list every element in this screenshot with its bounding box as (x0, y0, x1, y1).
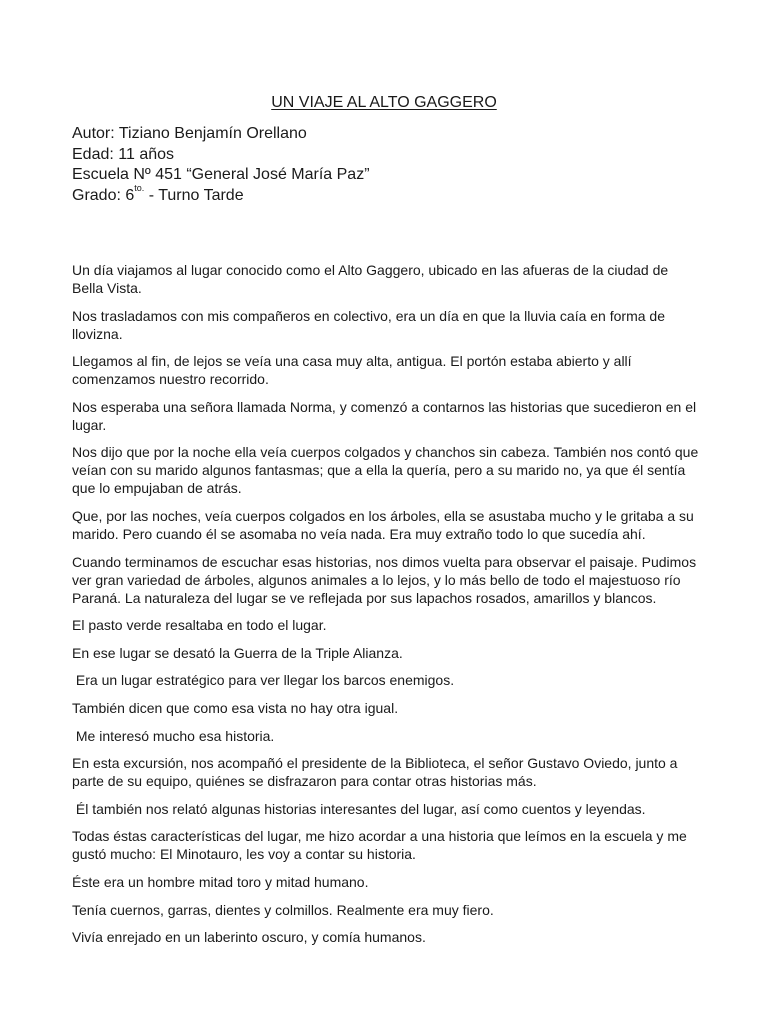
paragraph: Todas éstas características del lugar, me hizo acordar a una historia que leímos en la escuela y me gustó mucho: El Minotauro, les voy a contar su historia. (72, 828, 687, 863)
paragraph: Él también nos relató algunas historias interesantes del lugar, así como cuentos y leyendas. (72, 800, 646, 817)
paragraph: Llegamos al fin, de lejos se veía una casa muy alta, antigua. El portón estaba abierto y allí comenzamos nuestro recorrido. (72, 353, 632, 388)
author-info (72, 124, 370, 206)
paragraph: También dicen que como esa vista no hay otra igual. (72, 699, 399, 716)
paragraph: En ese lugar se desató la Guerra de la Triple Alianza. (72, 644, 403, 661)
paragraph: En esta excursión, nos acompañó el presidente de la Biblioteca, el señor Gustavo Oviedo, junto a parte de su equipo, quiénes se disfrazaron para contar otras historias más. (72, 755, 678, 790)
paragraph: Era un lugar estratégico para ver llegar los barcos enemigos. (72, 672, 455, 689)
document-title: UN VIAJE AL ALTO GAGGERO (271, 94, 497, 111)
grade-suffix: - Turno Tarde (144, 186, 244, 204)
document-body (72, 261, 702, 956)
paragraph: Vivía enrejado en un laberinto oscuro, y comía humanos. (72, 929, 426, 946)
paragraph: Me interesó mucho esa historia. (72, 727, 275, 744)
grade-prefix: Grado: 6 (72, 186, 135, 204)
grade-superscript: to. (134, 183, 145, 194)
paragraph: El pasto verde resaltaba en todo el lugar. (72, 617, 327, 634)
paragraph: Éste era un hombre mitad toro y mitad humano. (72, 873, 369, 890)
author-line: Autor: Tiziano Benjamín Orellano (72, 125, 307, 142)
paragraph: Tenía cuernos, garras, dientes y colmillos. Realmente era muy fiero. (72, 901, 494, 918)
school-line: Escuela Nº 451 “General José María Paz” (72, 166, 370, 183)
paragraph: Cuando terminamos de escuchar esas historias, nos dimos vuelta para observar el paisaje. Pudimos ver gran variedad de árboles, algunos animales a lo lejos, y lo más bello de todo el majestuoso río Paraná. La naturaleza del lugar se ve reflejada por sus lapachos rosados, amarillos y blancos. (72, 553, 697, 606)
paragraph: Un día viajamos al lugar conocido como el Alto Gaggero, ubicado en las afueras de la ciudad de Bella Vista. (72, 262, 669, 296)
paragraph: Que, por las noches, veía cuerpos colgados en los árboles, ella se asustaba mucho y le gritaba a su marido. Pero cuando él se asomaba no veía nada. Era muy extraño todo lo que sucedía ahí. (72, 507, 694, 542)
paragraph: Nos trasladamos con mis compañeros en colectivo, era un día en que la lluvia caía en forma de llovizna. (72, 307, 665, 342)
paragraph: Nos dijo que por la noche ella veía cuerpos colgados y chanchos sin cabeza. También nos contó que veían con su marido algunos fantasmas; que a ella la quería, pero a su marido no, ya que él sentía que lo empujaban de atrás. (72, 444, 699, 497)
paragraph: Nos esperaba una señora llamada Norma, y comenzó a contarnos las historias que sucedieron en el lugar. (72, 398, 697, 433)
age-line: Edad: 11 años (72, 145, 175, 163)
grade-line (72, 183, 370, 207)
